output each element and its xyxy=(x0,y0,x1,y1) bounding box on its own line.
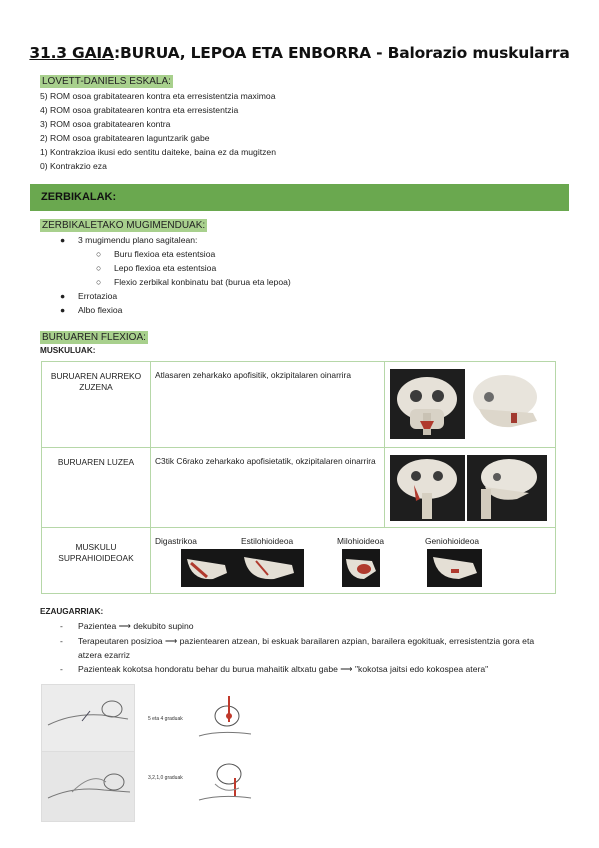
ezaugarria-3-text: Pazienteak kokotsa hondoratu behar du burua mahaitik altxatu gabe ⟶ "kokotsa jaitsi edo kokospea atera" xyxy=(78,664,489,674)
title-prefix: 31.3 GAIA xyxy=(29,44,115,62)
muscle-desc-cell xyxy=(151,362,385,448)
sketch-photo-3 xyxy=(195,692,255,748)
sub-bullet-2-text: Lepo flexioa eta estentsioa xyxy=(114,263,217,273)
lovett-item-0: 0) Kontrakzio eza xyxy=(40,161,107,171)
muscle-name: BURUAREN LUZEA xyxy=(57,457,135,467)
mugimenduak-heading: ZERBIKALETAKO MUGIMENDUAK: xyxy=(42,220,206,231)
sketch-photo-2 xyxy=(41,751,135,822)
geniohioideoa-image xyxy=(427,549,482,587)
section-bar xyxy=(30,184,569,211)
muscle-name-cell xyxy=(42,528,151,594)
longus-side-image xyxy=(467,455,547,521)
muscle-desc: Atlasaren zeharkako apofisitik, okzipitalaren oinarrira xyxy=(155,370,351,380)
digastrikoa-image xyxy=(181,549,234,587)
muscle-desc: C3tik C6rako zeharkako apofisietatik, okzipitalaren oinarrira xyxy=(155,456,376,466)
title-rest: :BURUA, LEPOA ETA ENBORRA - Balorazio muskularra xyxy=(114,44,570,62)
longus-front-image xyxy=(390,455,465,521)
geniohioideoa-label: Geniohioideoa xyxy=(425,536,480,546)
ezaugarria-1: - Pazientea ⟶ dekubito supino xyxy=(60,621,194,631)
lovett-item-1: 1) Kontrakzioa ikusi edo sentitu daiteke, baina ez da mugitzen xyxy=(40,147,276,157)
muscle-name-cell xyxy=(42,362,151,448)
sub-bullet-3: ○ Flexio zerbikal konbinatu bat (burua eta lepoa) xyxy=(96,277,291,287)
caption-grades-5-4: 5 eta 4 graduak xyxy=(148,716,183,722)
lovett-item-4: 4) ROM osoa grabitatearen kontra eta erresistentzia xyxy=(40,105,239,115)
milohioideoa-label: Milohioideoa xyxy=(337,536,385,546)
muscle-name: MUSKULU SUPRAHIOIDEOAK xyxy=(58,542,134,563)
sketch-photo-1 xyxy=(41,684,135,752)
muskuluak-label: MUSKULUAK: xyxy=(40,346,96,355)
milohioideoa-image xyxy=(342,549,380,587)
ezaugarriak-heading: EZAUGARRIAK: xyxy=(40,607,104,616)
sketch-photo-4 xyxy=(195,748,255,814)
caption-grades-3-0: 3,2,1,0 graduak xyxy=(148,775,183,781)
sub-bullet-1-text: Buru flexioa eta estentsioa xyxy=(114,249,216,259)
ezaugarria-2-text: Terapeutaren posizioa ⟶ pazientearen atzean, bi eskuak barailaren azpian, barailera egokituak, erresistentzia gora eta xyxy=(78,636,535,646)
bullet-planes: ● 3 mugimendu plano sagitalean: xyxy=(60,235,198,245)
digastrikoa-label: Digastrikoa xyxy=(155,536,197,546)
bullet-errotazioa-text: Errotazioa xyxy=(78,291,118,301)
bullet-planes-text: 3 mugimendu plano sagitalean: xyxy=(78,235,198,245)
section-title: ZERBIKALAK: xyxy=(41,191,117,203)
lovett-item-5: 5) ROM osoa grabitatearen kontra eta erresistentzia maximoa xyxy=(40,91,276,101)
muscle-desc-cell xyxy=(151,448,385,528)
ezaugarria-1-text: Pazientea ⟶ dekubito supino xyxy=(78,621,194,631)
bullet-errotazioa: ● Errotazioa xyxy=(60,291,118,301)
lovett-item-2: 2) ROM osoa grabitatearen laguntzarik gabe xyxy=(40,133,210,143)
lovett-item-3: 3) ROM osoa grabitatearen kontra xyxy=(40,119,171,129)
estilohioideoa-label: Estilohioideoa xyxy=(241,536,294,546)
skull-front-image xyxy=(390,369,465,439)
muscle-name: BURUAREN AURREKO ZUZENA xyxy=(50,371,142,392)
muscle-name-cell xyxy=(42,448,151,528)
sub-bullet-1: ○ Buru flexioa eta estentsioa xyxy=(96,249,216,259)
flexioa-heading: BURUAREN FLEXIOA: xyxy=(42,332,146,343)
sub-bullet-3-text: Flexio zerbikal konbinatu bat (burua eta lepoa) xyxy=(114,277,291,287)
bullet-albo-text: Albo flexioa xyxy=(78,305,123,315)
lovett-heading: LOVETT-DANIELS ESKALA: xyxy=(42,76,171,87)
estilohioideoa-image xyxy=(234,549,304,587)
ezaugarria-3: - Pazienteak kokotsa hondoratu behar du burua mahaitik altxatu gabe ⟶ "kokotsa jaitsi edo kokospea atera" xyxy=(60,664,489,674)
page-title xyxy=(0,44,599,62)
skull-side-image xyxy=(467,369,547,439)
sub-bullet-2: ○ Lepo flexioa eta estentsioa xyxy=(96,263,217,273)
bullet-albo: ● Albo flexioa xyxy=(60,305,123,315)
ezaugarria-2: - Terapeutaren posizioa ⟶ pazientearen atzean, bi eskuak barailaren azpian, barailera egokituak, erresistentzia gora eta xyxy=(60,636,535,646)
ezaugarria-2-cont: atzera ezarriz xyxy=(78,650,131,660)
